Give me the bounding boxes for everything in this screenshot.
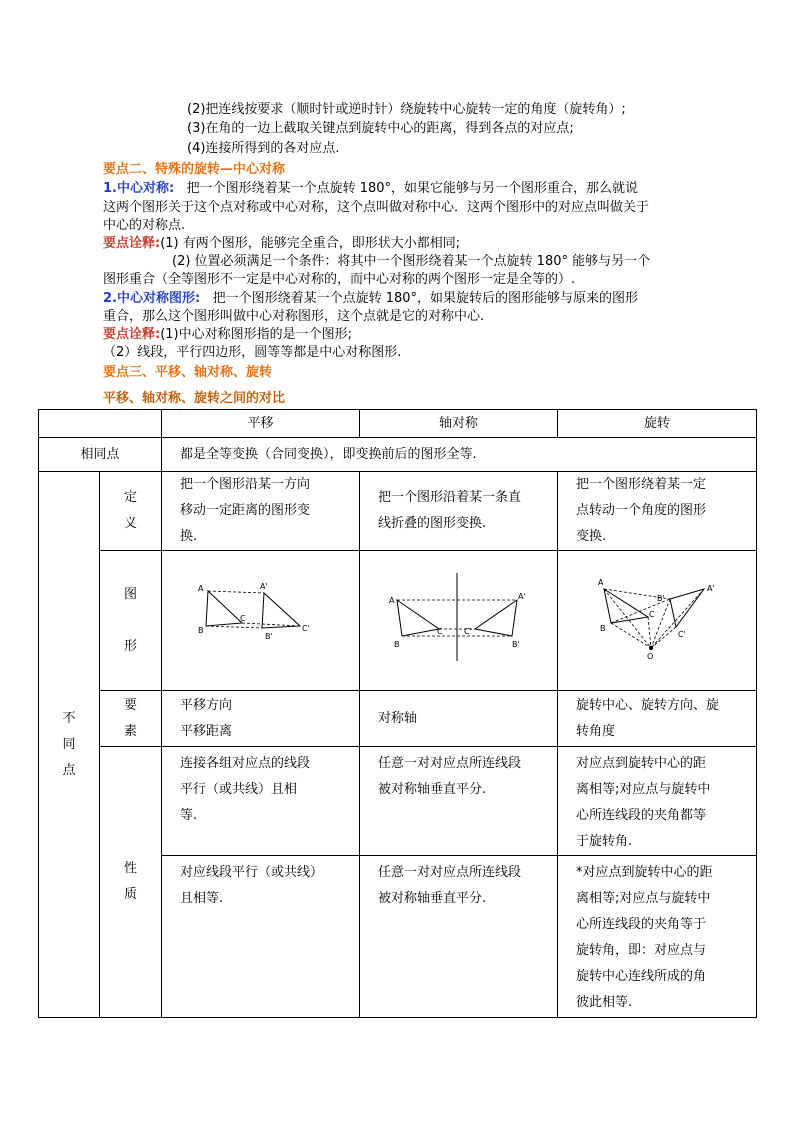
label-a1: A' [707, 584, 715, 593]
label-c1: C' [302, 624, 310, 633]
fig-translation [162, 551, 360, 691]
label-b: B [394, 640, 400, 649]
same-text: 都是全等变换（合同变换），即变换前后的图形全等. [162, 438, 757, 472]
label-c: C [649, 610, 655, 619]
label-o: O [647, 652, 654, 661]
rotation-figure [558, 551, 757, 680]
step-4: (4)连接所得到的各对应点. [187, 141, 340, 156]
explanation-2-line2: （2）线段，平行四边形，圆等等都是中心对称图形. [103, 345, 402, 360]
label-b1: B' [512, 640, 520, 649]
def-axis: 把一个图形沿着某一条直 线折叠的图形变换. [360, 472, 558, 551]
elem-label: 要 素 [100, 691, 162, 747]
prop2-rotation: *对应点到旋转中心的距 离相等;对应点与旋转中 心所连线段的夹角等于 旋转角，即：对应点与 旋转中心连线所成的角 彼此相等. [558, 856, 757, 1018]
label-c: C [437, 627, 443, 636]
label-a1: A' [260, 582, 268, 591]
keypoint-2-title: 要点二、特殊的旋转—中心对称 [103, 162, 286, 177]
prop-label: 性 质 [100, 747, 162, 1018]
definition-1-line2: 这两个图形关于这个点对称或中心对称，这个点叫做对称中心．这两个图形中的对应点叫做关于 [103, 200, 650, 215]
prop2-translation: 对应线段平行（或共线） 且相等. [162, 856, 360, 1018]
table-header-row [39, 410, 757, 438]
definition-2-line1: 2.中心对称图形: 把一个图形绕着某一个点旋转 180°，如果旋转后的图形能够与原来的图形 [103, 291, 639, 306]
prop1-axis: 任意一对对应点所连线段 被对称轴垂直平分. [360, 747, 558, 856]
table-title: 平移、轴对称、旋转之间的对比 [103, 391, 286, 406]
header-axis-symmetry: 轴对称 [360, 410, 558, 438]
explanation-2-label: 要点诠释: [103, 327, 161, 342]
explanation-1-line3: 图形重合（全等图形不一定是中心对称的，而中心对称的两个图形一定是全等的）. [103, 272, 576, 287]
label-b: B [198, 626, 204, 635]
same-row [39, 438, 757, 472]
label-a: A [198, 584, 204, 593]
definition-1-line3: 中心的对称点. [103, 218, 186, 233]
definition-2-label: 2.中心对称图形: [103, 291, 201, 306]
def-rotation: 把一个图形绕着某一定 点转动一个角度的图形 变换. [558, 472, 757, 551]
step-3: (3)在角的一边上截取关键点到旋转中心的距离，得到各点的对应点; [187, 121, 574, 136]
definition-row [39, 472, 757, 551]
step-2: (2)把连线按要求（顺时针或逆时针）绕旋转中心旋转一定的角度（旋转角）; [187, 102, 626, 117]
diff-label: 不 同 点 [39, 472, 100, 1018]
label-a: A [389, 596, 395, 605]
label-a: A [598, 578, 604, 587]
element-row [39, 691, 757, 747]
definition-1-line1: 1.中心对称: 把一个图形绕着某一个点旋转 180°，如果它能够与另一个图形重合，那么就说 [103, 181, 639, 196]
label-c: C [240, 614, 246, 623]
prop1-translation: 连接各组对应点的线段 平行（或共线）且相 等. [162, 747, 360, 856]
label-c1: C' [464, 627, 472, 636]
definition-1-label: 1.中心对称: [103, 181, 175, 196]
header-blank [39, 410, 162, 438]
definition-2-line2: 重合，那么这个图形叫做中心对称图形，这个点就是它的对称中心. [103, 309, 485, 324]
explanation-2-line1: 要点诠释:(1)中心对称图形指的是一个图形; [103, 327, 352, 342]
label-c1: C' [678, 630, 686, 639]
property-row-1 [39, 747, 757, 856]
label-a1: A' [518, 592, 526, 601]
explanation-1-line2: (2) 位置必须满足一个条件：将其中一个图形绕着某一个点旋转 180° 能够与另一个 [172, 254, 651, 269]
prop1-rotation: 对应点到旋转中心的距 离相等;对应点与旋转中 心所连线段的夹角都等 于旋转角. [558, 747, 757, 856]
fig-rotation [558, 551, 757, 691]
label-b: B [600, 624, 606, 633]
header-translation: 平移 [162, 410, 360, 438]
label-b1: B' [265, 632, 273, 641]
def-label: 定 义 [100, 472, 162, 551]
keypoint-3-title: 要点三、平移、轴对称、旋转 [103, 365, 273, 380]
fig-label: 图 形 [100, 551, 162, 691]
fig-axis [360, 551, 558, 691]
prop2-axis: 任意一对对应点所连线段 被对称轴垂直平分. [360, 856, 558, 1018]
explanation-1-line1: 要点诠释:(1) 有两个图形，能够完全重合，即形状大小都相同; [103, 236, 461, 251]
header-rotation: 旋转 [558, 410, 757, 438]
translation-figure [162, 551, 360, 680]
elem-axis: 对称轴 [360, 691, 558, 747]
elem-translation: 平移方向 平移距离 [162, 691, 360, 747]
elem-rotation: 旋转中心、旋转方向、旋 转角度 [558, 691, 757, 747]
label-b1: B' [657, 594, 665, 603]
rotation-center-dot [649, 646, 653, 650]
comparison-table [38, 409, 757, 1018]
figure-row [39, 551, 757, 691]
explanation-1-label: 要点诠释: [103, 236, 161, 251]
def-translation: 把一个图形沿某一方向 移动一定距离的图形变 换. [162, 472, 360, 551]
axis-symmetry-figure [360, 551, 558, 680]
same-label: 相同点 [39, 438, 162, 472]
